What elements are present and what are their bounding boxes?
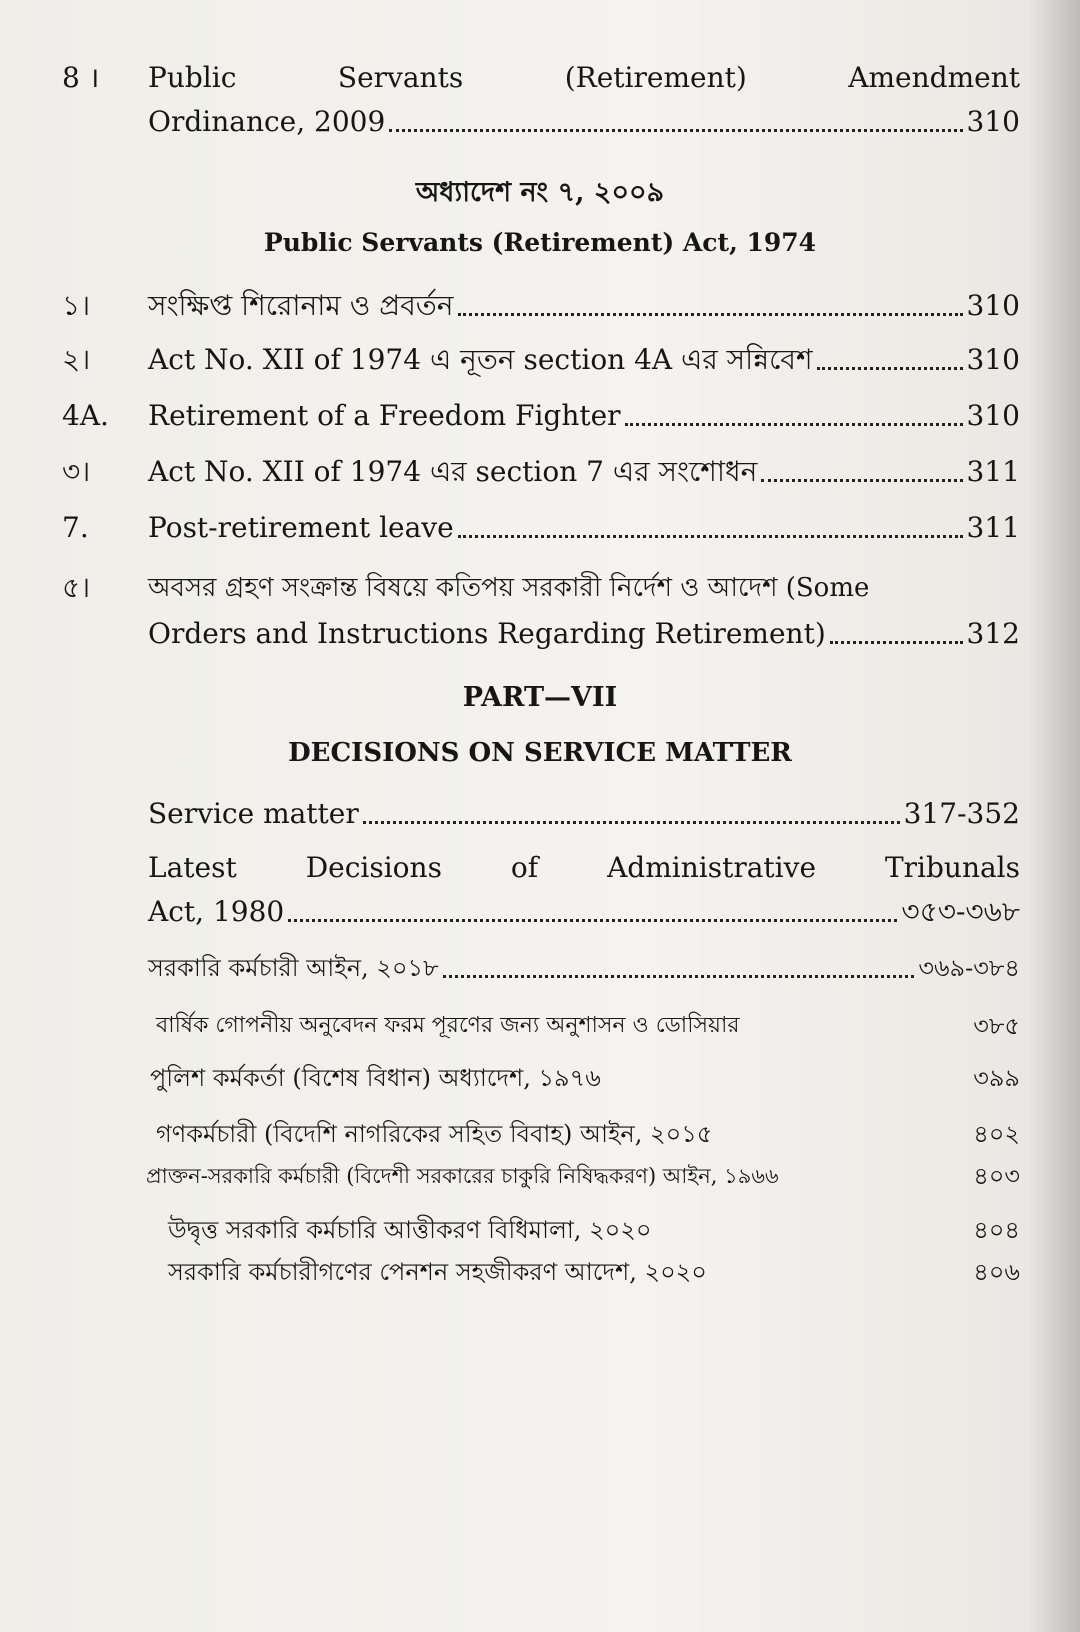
entry-page: 310: [966, 343, 1020, 376]
entry-title: Service matter: [148, 797, 359, 830]
entry-title: Act No. XII of 1974 এ নূতন section 4A এর সন্নিবেশ: [148, 343, 813, 376]
entry-line: [148, 286, 1020, 326]
entry-title-line2: Act, 1980: [148, 895, 285, 928]
dot-leader: [288, 892, 897, 922]
entry-title: Post-retirement leave: [148, 511, 454, 544]
entry-title: সংক্ষিপ্ত শিরোনাম ও প্রবর্তন: [148, 289, 454, 322]
entry-number: ৩।: [62, 455, 91, 488]
entry-title: গণকর্মচারী (বিদেশি নাগরিকের সহিত বিবাহ) আইন, ২০১৫: [156, 1120, 713, 1148]
entry-title: Retirement of a Freedom Fighter: [148, 399, 621, 432]
entry-line: [148, 396, 1020, 436]
entry-page: 312: [966, 617, 1020, 650]
entry-line: [148, 948, 1020, 988]
toc-entry-retirement-orders: [0, 568, 1080, 658]
entry-line2: [148, 102, 1020, 142]
entry-number: 8 ।: [62, 61, 100, 94]
entry-title: সরকারি কর্মচারীগণের পেনশন সহজীকরণ আদেশ, ২০২০: [168, 1258, 707, 1286]
entry-line: [168, 1210, 1020, 1250]
dot-leader: [458, 286, 963, 316]
entry-title: উদ্বৃত্ত সরকারি কর্মচারি আত্তীকরণ বিধিমালা, ২০২০: [168, 1216, 652, 1244]
toc-entry-latest-decisions: [0, 848, 1080, 938]
entry-number: ১।: [62, 289, 91, 322]
entry-line: [148, 340, 1020, 380]
entry-title: পুলিশ কর্মকর্তা (বিশেষ বিধান) অধ্যাদেশ, ১৯৭৬: [150, 1064, 601, 1092]
entry-page: 310: [966, 105, 1020, 138]
entry-page: 311: [966, 511, 1020, 544]
entry-line: [156, 1006, 1020, 1046]
entry-number: 4A.: [62, 399, 109, 432]
entry-line: [148, 794, 1020, 834]
entry-line: [148, 508, 1020, 548]
entry-line: [168, 1252, 1020, 1292]
entry-page: 310: [966, 289, 1020, 322]
dot-leader: [458, 508, 963, 538]
entry-number: 7.: [62, 511, 89, 544]
entry-line: [156, 1114, 1020, 1154]
dot-leader: [625, 396, 963, 426]
dot-leader: [363, 794, 900, 824]
dot-leader: [761, 452, 962, 482]
decisions-heading: DECISIONS ON SERVICE MATTER: [288, 738, 792, 768]
entry-page: ৪০৬: [973, 1258, 1020, 1286]
entry-page: ৩৫৩-৩৬৮: [901, 895, 1020, 928]
entry-page: ৩৬৯-৩৮৪: [918, 954, 1020, 982]
dot-leader: [443, 948, 915, 978]
part-heading: PART—VII: [462, 682, 618, 713]
entry-page: ৩৮৫: [973, 1012, 1020, 1040]
entry-line: [146, 1156, 1020, 1196]
entry-title: Act No. XII of 1974 এর section 7 এর সংশোধন: [148, 455, 758, 488]
entry-title-line1: Latest Decisions of Administrative Tribunals: [148, 851, 1020, 884]
entry-page: 317-352: [903, 797, 1020, 830]
entry-title: বার্ষিক গোপনীয় অনুবেদন ফরম পূরণের জন্য অনুশাসন ও ডোসিয়ার: [156, 1013, 740, 1038]
entry-page: ৪০৩: [973, 1162, 1020, 1190]
entry-title-line2: Ordinance, 2009: [148, 105, 386, 138]
entry-line2: [148, 614, 1020, 654]
entry-title: সরকারি কর্মচারী আইন, ২০১৮: [148, 954, 439, 982]
entry-page: ৪০২: [973, 1120, 1020, 1148]
entry-line2: [148, 892, 1020, 932]
entry-page: 310: [966, 399, 1020, 432]
entry-page: ৩৯৯: [973, 1064, 1020, 1092]
entry-number: ৫।: [62, 571, 91, 604]
entry-title-line1: Public Servants (Retirement) Amendment: [148, 61, 1020, 94]
act-heading: Public Servants (Retirement) Act, 1974: [263, 228, 817, 257]
entry-line: [148, 452, 1020, 492]
ordinance-heading: অধ্যাদেশ নং ৭, ২০০৯: [415, 177, 665, 208]
dot-leader: [389, 102, 962, 132]
dot-leader: [830, 614, 963, 644]
entry-title-line1: অবসর গ্রহণ সংক্রান্ত বিষয়ে কতিপয় সরকারী নির্দেশ ও আদেশ (Some: [148, 573, 870, 603]
entry-title: প্রাক্তন-সরকারি কর্মচারী (বিদেশী সরকারের চাকুরি নিষিদ্ধকরণ) আইন, ১৯৬৬: [146, 1164, 779, 1188]
entry-title-line2: Orders and Instructions Regarding Retirement): [148, 617, 826, 650]
entry-line: [150, 1058, 1020, 1098]
entry-page: 311: [966, 455, 1020, 488]
dot-leader: [817, 340, 963, 370]
entry-page: ৪০৪: [973, 1216, 1020, 1244]
toc-entry-amendment-ordinance: [0, 58, 1080, 148]
entry-number: ২।: [62, 343, 91, 376]
